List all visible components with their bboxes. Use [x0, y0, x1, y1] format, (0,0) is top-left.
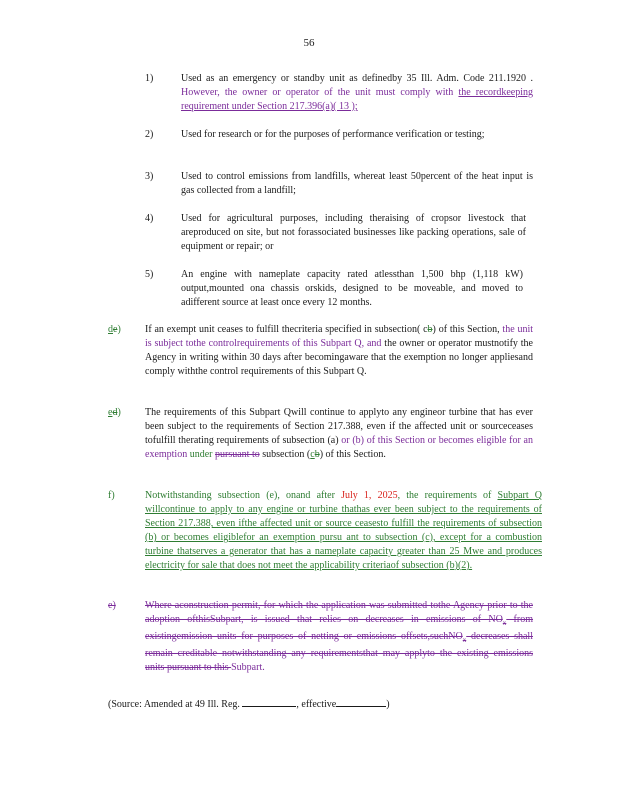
item-text-inserted: However, the owner or operator of the unit must comply with: [181, 87, 459, 98]
item-text: Used for agricultural purposes, including theraising of cropsor livestock that areproduced on site, but not forassociated businesses like packing operations, sale of equipment or repair; or: [181, 213, 526, 252]
item-label: 4): [145, 213, 154, 224]
subsection-text: Notwithstanding subsection (e), onand after July 1, 2025, the requirements of Subpart Q willcontinue to apply to any engine or turbine thathas ever been subject to the requirements of Section 217.388, even ifthe affected unit or source ceasesto fulfill the requirements of subsection (b) or becomes eligiblefor an exemption pursu ant to subsection (c), except for a combustion turbine thatserves a generator that has a nameplate capacity greater than 25 Mwe and produces electricity for sale that does not meet the applicability criteriaof subsection (b)(2).: [145, 490, 543, 571]
subsection-text: If an exempt unit ceases to fulfill thecriteria specified in subsection( cb) of this Section, the unit is subject tothe controlrequirements of this Subpart Q, and the owner or operator mustnotify the Agency in writing within 30 days after becomingaware that the exemption no longer appliesand comply withthe control requirements of this Subpart Q.: [145, 324, 534, 377]
register-blank: [242, 706, 296, 707]
item-text-plain: Used as an emergency or standby unit as definedby 35 Ill. Adm. Code 211.1920 .: [181, 73, 533, 84]
item-text: Used to control emissions from landfills, whereat least 50percent of the heat input is gas collected from a landfill;: [181, 171, 533, 196]
item-label: 5): [145, 269, 154, 280]
item-text: An engine with nameplate capacity rated atlessthan 1,500 bhp (1,118 kW) output,mounted ona chassis orskids, designed to be moveable, and moved to adifferent source at least once every 12 months.: [181, 269, 523, 308]
item-text-inserted-underlined: the recordkeeping requirement under Section 217.396(a)( 13 );: [181, 87, 533, 112]
subsection-label: f): [108, 490, 115, 501]
subsection-label: ed): [108, 407, 121, 418]
subsection-label: de): [108, 324, 121, 335]
effective-blank: [336, 706, 386, 707]
subsection-text: The requirements of this Subpart Qwill continue to applyto any engineor turbine that has ever been subject to the requirements of Section 217.388, even if the affected unit or sourceceases tofulfill therating requirements of subsection (a) or (b) of this Section or becomes eligible for an exemption under pursuant to subsection (cb) of this Section.: [145, 407, 533, 460]
page-number: 56: [303, 37, 315, 49]
effective-date: July 1, 2025: [341, 490, 398, 501]
subsection-text: Where aconstruction permit, for which the application was submitted tothe Agency prior to the adoption ofthisSubpart, is issued that relies on decreases in emissions of $NO_x$ from existingemission units for purposes of netting or emissions offsets,suchNO$_x$ decreases shall remain creditable notwithstanding any requirementsthat may applyto the existing emissions units pursuant to this Subpart.: [145, 600, 533, 673]
item-label: 1): [145, 73, 154, 84]
item-text: Used for research or for the purposes of performance verification or testing;: [181, 129, 485, 140]
item-text: [181, 72, 533, 114]
subsection-label: e): [108, 600, 116, 611]
source-note: (Source: Amended at 49 Ill. Reg. , effective ): [108, 699, 390, 710]
item-label: 2): [145, 129, 154, 140]
item-label: 3): [145, 171, 154, 182]
